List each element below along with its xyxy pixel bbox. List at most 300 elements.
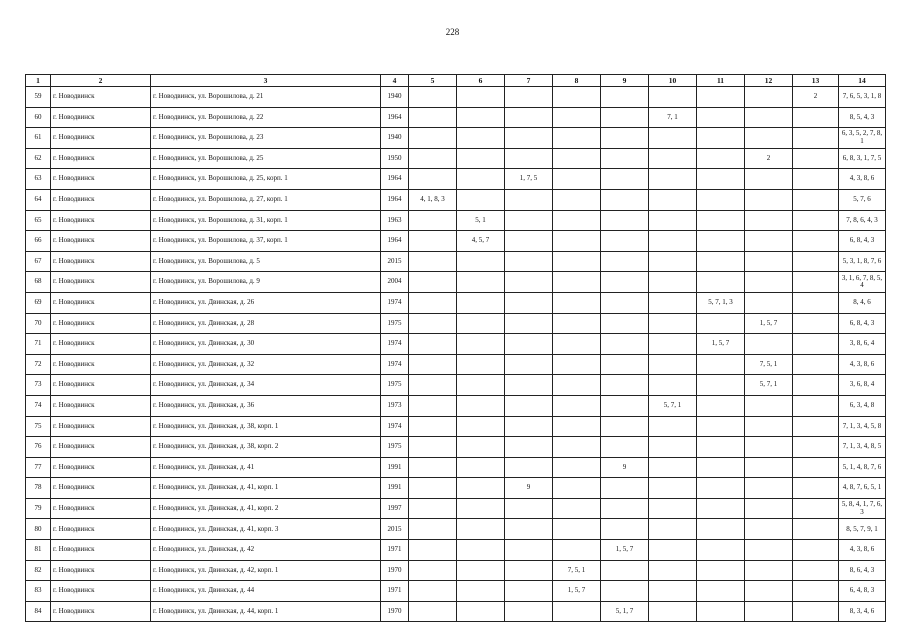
col-10-cell <box>649 478 697 499</box>
col-14-cell: 4, 8, 7, 6, 5, 1 <box>839 478 886 499</box>
col-7-cell <box>505 231 553 252</box>
col-10-cell <box>649 560 697 581</box>
col-12-cell <box>745 334 793 355</box>
table-row <box>26 313 886 334</box>
col-9-cell <box>601 292 649 313</box>
year-built-cell: 1971 <box>381 540 409 561</box>
table-row <box>26 478 886 499</box>
address-cell: г. Новодвинск, ул. Ворошилова, д. 27, корп. 1 <box>151 189 381 210</box>
col-6-cell <box>457 128 505 149</box>
col-6-cell <box>457 334 505 355</box>
table-row <box>26 107 886 128</box>
col-13-cell <box>793 334 839 355</box>
col-14-cell: 7, 6, 5, 3, 1, 8 <box>839 87 886 108</box>
row-number-cell: 71 <box>26 334 51 355</box>
col-10-cell <box>649 437 697 458</box>
year-built-cell: 1991 <box>381 457 409 478</box>
col-14-cell: 3, 8, 6, 4 <box>839 334 886 355</box>
table-row <box>26 169 886 190</box>
address-cell: г. Новодвинск, ул. Двинская, д. 30 <box>151 334 381 355</box>
col-14-cell: 6, 8, 3, 1, 7, 5 <box>839 148 886 169</box>
col-7-cell <box>505 375 553 396</box>
table-row <box>26 437 886 458</box>
col-7-cell: 9 <box>505 478 553 499</box>
locality-cell: г. Новодвинск <box>51 334 151 355</box>
col-6-cell <box>457 581 505 602</box>
year-built-cell: 2015 <box>381 519 409 540</box>
year-built-cell: 1974 <box>381 354 409 375</box>
col-9-cell <box>601 354 649 375</box>
locality-cell: г. Новодвинск <box>51 169 151 190</box>
table-row <box>26 251 886 272</box>
col-11-cell <box>697 313 745 334</box>
col-12-cell <box>745 519 793 540</box>
col-7-cell <box>505 189 553 210</box>
col-13-cell <box>793 581 839 602</box>
col-11-cell <box>697 210 745 231</box>
col-13-cell <box>793 437 839 458</box>
col-12-cell <box>745 87 793 108</box>
col-6-cell <box>457 292 505 313</box>
col-9-cell <box>601 395 649 416</box>
col-10-cell: 5, 7, 1 <box>649 395 697 416</box>
col-13-cell <box>793 416 839 437</box>
col-9-cell: 5, 1, 7 <box>601 601 649 622</box>
row-number-cell: 81 <box>26 540 51 561</box>
col-14-cell: 5, 8, 4, 1, 7, 6, 3 <box>839 498 886 519</box>
col-10-cell <box>649 354 697 375</box>
table-row <box>26 375 886 396</box>
row-number-cell: 82 <box>26 560 51 581</box>
col-12-cell <box>745 437 793 458</box>
col-11-cell <box>697 354 745 375</box>
locality-cell: г. Новодвинск <box>51 87 151 108</box>
year-built-cell: 1997 <box>381 498 409 519</box>
table-row <box>26 148 886 169</box>
col-10-cell <box>649 601 697 622</box>
address-cell: г. Новодвинск, ул. Двинская, д. 26 <box>151 292 381 313</box>
col-11-cell <box>697 128 745 149</box>
col-6-cell <box>457 395 505 416</box>
col-9-cell: 9 <box>601 457 649 478</box>
row-number-cell: 63 <box>26 169 51 190</box>
table-row <box>26 457 886 478</box>
locality-cell: г. Новодвинск <box>51 416 151 437</box>
year-built-cell: 1950 <box>381 148 409 169</box>
row-number-cell: 74 <box>26 395 51 416</box>
col-12-cell: 2 <box>745 148 793 169</box>
year-built-cell: 1940 <box>381 87 409 108</box>
table-row <box>26 231 886 252</box>
col-7-cell <box>505 519 553 540</box>
col-9-cell <box>601 437 649 458</box>
col-5-cell <box>409 251 457 272</box>
col-10-cell <box>649 581 697 602</box>
year-built-cell: 1975 <box>381 375 409 396</box>
locality-cell: г. Новодвинск <box>51 457 151 478</box>
address-cell: г. Новодвинск, ул. Двинская, д. 38, корп. 2 <box>151 437 381 458</box>
col-14-cell: 5, 7, 6 <box>839 189 886 210</box>
col-13-cell <box>793 210 839 231</box>
col-6-cell <box>457 560 505 581</box>
col-7-cell <box>505 601 553 622</box>
col-6-cell <box>457 457 505 478</box>
col-6-cell <box>457 169 505 190</box>
column-header-11: 11 <box>697 75 745 87</box>
year-built-cell: 1991 <box>381 478 409 499</box>
col-5-cell <box>409 375 457 396</box>
locality-cell: г. Новодвинск <box>51 560 151 581</box>
locality-cell: г. Новодвинск <box>51 498 151 519</box>
col-11-cell <box>697 478 745 499</box>
col-13-cell <box>793 292 839 313</box>
col-11-cell <box>697 416 745 437</box>
col-11-cell <box>697 601 745 622</box>
locality-cell: г. Новодвинск <box>51 519 151 540</box>
year-built-cell: 1974 <box>381 292 409 313</box>
col-9-cell <box>601 210 649 231</box>
table-row <box>26 87 886 108</box>
col-12-cell <box>745 478 793 499</box>
col-5-cell <box>409 231 457 252</box>
col-13-cell <box>793 148 839 169</box>
col-13-cell <box>793 478 839 499</box>
row-number-cell: 72 <box>26 354 51 375</box>
locality-cell: г. Новодвинск <box>51 437 151 458</box>
row-number-cell: 83 <box>26 581 51 602</box>
col-8-cell: 7, 5, 1 <box>553 560 601 581</box>
col-8-cell <box>553 107 601 128</box>
address-cell: г. Новодвинск, ул. Ворошилова, д. 37, корп. 1 <box>151 231 381 252</box>
col-6-cell <box>457 478 505 499</box>
table-row <box>26 334 886 355</box>
col-7-cell <box>505 498 553 519</box>
col-11-cell <box>697 251 745 272</box>
col-12-cell <box>745 231 793 252</box>
col-6-cell <box>457 437 505 458</box>
col-12-cell <box>745 395 793 416</box>
col-10-cell <box>649 292 697 313</box>
address-cell: г. Новодвинск, ул. Двинская, д. 42 <box>151 540 381 561</box>
col-8-cell <box>553 478 601 499</box>
address-cell: г. Новодвинск, ул. Двинская, д. 34 <box>151 375 381 396</box>
address-cell: г. Новодвинск, ул. Двинская, д. 36 <box>151 395 381 416</box>
col-13-cell <box>793 519 839 540</box>
col-5-cell <box>409 519 457 540</box>
col-14-cell: 6, 3, 4, 8 <box>839 395 886 416</box>
column-header-7: 7 <box>505 75 553 87</box>
address-cell: г. Новодвинск, ул. Ворошилова, д. 25, корп. 1 <box>151 169 381 190</box>
col-6-cell <box>457 416 505 437</box>
col-5-cell <box>409 601 457 622</box>
col-7-cell <box>505 87 553 108</box>
column-header-3: 3 <box>151 75 381 87</box>
locality-cell: г. Новодвинск <box>51 231 151 252</box>
col-8-cell <box>553 457 601 478</box>
column-header-9: 9 <box>601 75 649 87</box>
col-11-cell <box>697 395 745 416</box>
col-11-cell <box>697 581 745 602</box>
table-row <box>26 210 886 231</box>
column-header-5: 5 <box>409 75 457 87</box>
col-5-cell <box>409 540 457 561</box>
table-row <box>26 581 886 602</box>
col-7-cell <box>505 210 553 231</box>
col-5-cell <box>409 107 457 128</box>
year-built-cell: 1964 <box>381 189 409 210</box>
row-number-cell: 79 <box>26 498 51 519</box>
col-10-cell <box>649 128 697 149</box>
col-11-cell <box>697 169 745 190</box>
column-header-13: 13 <box>793 75 839 87</box>
column-header-10: 10 <box>649 75 697 87</box>
col-8-cell <box>553 601 601 622</box>
col-8-cell <box>553 540 601 561</box>
col-10-cell <box>649 334 697 355</box>
col-14-cell: 8, 4, 6 <box>839 292 886 313</box>
row-number-cell: 70 <box>26 313 51 334</box>
col-7-cell <box>505 560 553 581</box>
table-row <box>26 540 886 561</box>
col-8-cell <box>553 519 601 540</box>
address-cell: г. Новодвинск, ул. Ворошилова, д. 21 <box>151 87 381 108</box>
year-built-cell: 1973 <box>381 395 409 416</box>
row-number-cell: 76 <box>26 437 51 458</box>
col-12-cell <box>745 416 793 437</box>
locality-cell: г. Новодвинск <box>51 354 151 375</box>
col-9-cell <box>601 169 649 190</box>
col-12-cell <box>745 251 793 272</box>
col-6-cell <box>457 498 505 519</box>
col-5-cell <box>409 148 457 169</box>
address-cell: г. Новодвинск, ул. Ворошилова, д. 9 <box>151 272 381 293</box>
col-8-cell <box>553 498 601 519</box>
col-10-cell <box>649 251 697 272</box>
col-10-cell <box>649 210 697 231</box>
col-9-cell <box>601 251 649 272</box>
year-built-cell: 2004 <box>381 272 409 293</box>
row-number-cell: 66 <box>26 231 51 252</box>
table-row <box>26 272 886 293</box>
table-row <box>26 128 886 149</box>
col-9-cell <box>601 498 649 519</box>
col-13-cell <box>793 601 839 622</box>
col-6-cell: 4, 5, 7 <box>457 231 505 252</box>
col-8-cell <box>553 375 601 396</box>
col-14-cell: 4, 3, 8, 6 <box>839 354 886 375</box>
col-12-cell <box>745 272 793 293</box>
col-10-cell <box>649 457 697 478</box>
col-8-cell <box>553 334 601 355</box>
col-8-cell <box>553 87 601 108</box>
address-cell: г. Новодвинск, ул. Двинская, д. 41 <box>151 457 381 478</box>
col-12-cell <box>745 457 793 478</box>
col-8-cell <box>553 313 601 334</box>
col-13-cell: 2 <box>793 87 839 108</box>
col-7-cell <box>505 292 553 313</box>
locality-cell: г. Новодвинск <box>51 478 151 499</box>
page-number: 228 <box>445 27 460 37</box>
address-cell: г. Новодвинск, ул. Двинская, д. 41, корп. 3 <box>151 519 381 540</box>
year-built-cell: 2015 <box>381 251 409 272</box>
address-cell: г. Новодвинск, ул. Двинская, д. 32 <box>151 354 381 375</box>
col-14-cell: 6, 3, 5, 2, 7, 8, 1 <box>839 128 886 149</box>
row-number-cell: 65 <box>26 210 51 231</box>
col-5-cell <box>409 457 457 478</box>
col-9-cell <box>601 519 649 540</box>
col-5-cell <box>409 395 457 416</box>
address-cell: г. Новодвинск, ул. Двинская, д. 44, корп. 1 <box>151 601 381 622</box>
col-7-cell: 1, 7, 5 <box>505 169 553 190</box>
row-number-cell: 80 <box>26 519 51 540</box>
col-12-cell <box>745 107 793 128</box>
col-5-cell <box>409 437 457 458</box>
locality-cell: г. Новодвинск <box>51 540 151 561</box>
col-9-cell <box>601 87 649 108</box>
year-built-cell: 1970 <box>381 560 409 581</box>
col-10-cell: 7, 1 <box>649 107 697 128</box>
col-8-cell <box>553 416 601 437</box>
col-6-cell <box>457 354 505 375</box>
col-11-cell: 5, 7, 1, 3 <box>697 292 745 313</box>
row-number-cell: 75 <box>26 416 51 437</box>
address-cell: г. Новодвинск, ул. Ворошилова, д. 22 <box>151 107 381 128</box>
col-5-cell <box>409 354 457 375</box>
col-10-cell <box>649 148 697 169</box>
locality-cell: г. Новодвинск <box>51 272 151 293</box>
col-6-cell <box>457 87 505 108</box>
col-10-cell <box>649 87 697 108</box>
col-6-cell <box>457 189 505 210</box>
table-row <box>26 601 886 622</box>
col-13-cell <box>793 313 839 334</box>
col-9-cell: 1, 5, 7 <box>601 540 649 561</box>
col-5-cell: 4, 1, 8, 3 <box>409 189 457 210</box>
column-header-6: 6 <box>457 75 505 87</box>
col-11-cell <box>697 87 745 108</box>
col-11-cell <box>697 231 745 252</box>
column-header-12: 12 <box>745 75 793 87</box>
col-10-cell <box>649 498 697 519</box>
col-9-cell <box>601 128 649 149</box>
col-9-cell <box>601 231 649 252</box>
row-number-cell: 73 <box>26 375 51 396</box>
col-13-cell <box>793 231 839 252</box>
header-row <box>26 75 886 87</box>
col-9-cell <box>601 334 649 355</box>
col-8-cell <box>553 292 601 313</box>
locality-cell: г. Новодвинск <box>51 581 151 602</box>
col-13-cell <box>793 169 839 190</box>
col-7-cell <box>505 148 553 169</box>
col-6-cell <box>457 540 505 561</box>
col-14-cell: 8, 5, 7, 9, 1 <box>839 519 886 540</box>
col-12-cell <box>745 581 793 602</box>
col-8-cell <box>553 148 601 169</box>
col-11-cell: 1, 5, 7 <box>697 334 745 355</box>
col-10-cell <box>649 231 697 252</box>
col-7-cell <box>505 395 553 416</box>
col-9-cell <box>601 148 649 169</box>
col-12-cell <box>745 540 793 561</box>
col-13-cell <box>793 498 839 519</box>
col-7-cell <box>505 107 553 128</box>
row-number-cell: 61 <box>26 128 51 149</box>
col-14-cell: 6, 8, 4, 3 <box>839 231 886 252</box>
col-7-cell <box>505 313 553 334</box>
address-cell: г. Новодвинск, ул. Ворошилова, д. 31, корп. 1 <box>151 210 381 231</box>
col-6-cell <box>457 272 505 293</box>
column-header-2: 2 <box>51 75 151 87</box>
col-9-cell <box>601 189 649 210</box>
table-row <box>26 560 886 581</box>
col-5-cell <box>409 128 457 149</box>
col-6-cell: 5, 1 <box>457 210 505 231</box>
column-header-8: 8 <box>553 75 601 87</box>
col-10-cell <box>649 540 697 561</box>
col-11-cell <box>697 457 745 478</box>
col-5-cell <box>409 272 457 293</box>
col-9-cell <box>601 272 649 293</box>
col-14-cell: 5, 3, 1, 8, 7, 6 <box>839 251 886 272</box>
col-11-cell <box>697 272 745 293</box>
col-10-cell <box>649 313 697 334</box>
col-5-cell <box>409 478 457 499</box>
col-13-cell <box>793 272 839 293</box>
locality-cell: г. Новодвинск <box>51 189 151 210</box>
col-13-cell <box>793 128 839 149</box>
col-13-cell <box>793 107 839 128</box>
col-12-cell <box>745 601 793 622</box>
year-built-cell: 1974 <box>381 416 409 437</box>
row-number-cell: 78 <box>26 478 51 499</box>
col-10-cell <box>649 272 697 293</box>
col-11-cell <box>697 375 745 396</box>
col-5-cell <box>409 87 457 108</box>
col-13-cell <box>793 251 839 272</box>
col-14-cell: 4, 3, 8, 6 <box>839 540 886 561</box>
col-11-cell <box>697 498 745 519</box>
table-row <box>26 519 886 540</box>
col-13-cell <box>793 395 839 416</box>
col-10-cell <box>649 169 697 190</box>
row-number-cell: 64 <box>26 189 51 210</box>
col-9-cell <box>601 478 649 499</box>
col-7-cell <box>505 437 553 458</box>
address-cell: г. Новодвинск, ул. Двинская, д. 28 <box>151 313 381 334</box>
row-number-cell: 59 <box>26 87 51 108</box>
col-10-cell <box>649 189 697 210</box>
col-10-cell <box>649 375 697 396</box>
col-6-cell <box>457 601 505 622</box>
col-13-cell <box>793 457 839 478</box>
row-number-cell: 69 <box>26 292 51 313</box>
col-10-cell <box>649 519 697 540</box>
col-7-cell <box>505 581 553 602</box>
col-8-cell <box>553 272 601 293</box>
col-8-cell <box>553 251 601 272</box>
col-7-cell <box>505 457 553 478</box>
address-cell: г. Новодвинск, ул. Ворошилова, д. 23 <box>151 128 381 149</box>
col-14-cell: 7, 8, 6, 4, 3 <box>839 210 886 231</box>
address-cell: г. Новодвинск, ул. Двинская, д. 41, корп. 1 <box>151 478 381 499</box>
locality-cell: г. Новодвинск <box>51 251 151 272</box>
col-5-cell <box>409 416 457 437</box>
col-11-cell <box>697 437 745 458</box>
col-5-cell <box>409 334 457 355</box>
col-8-cell <box>553 231 601 252</box>
data-table <box>25 74 886 622</box>
